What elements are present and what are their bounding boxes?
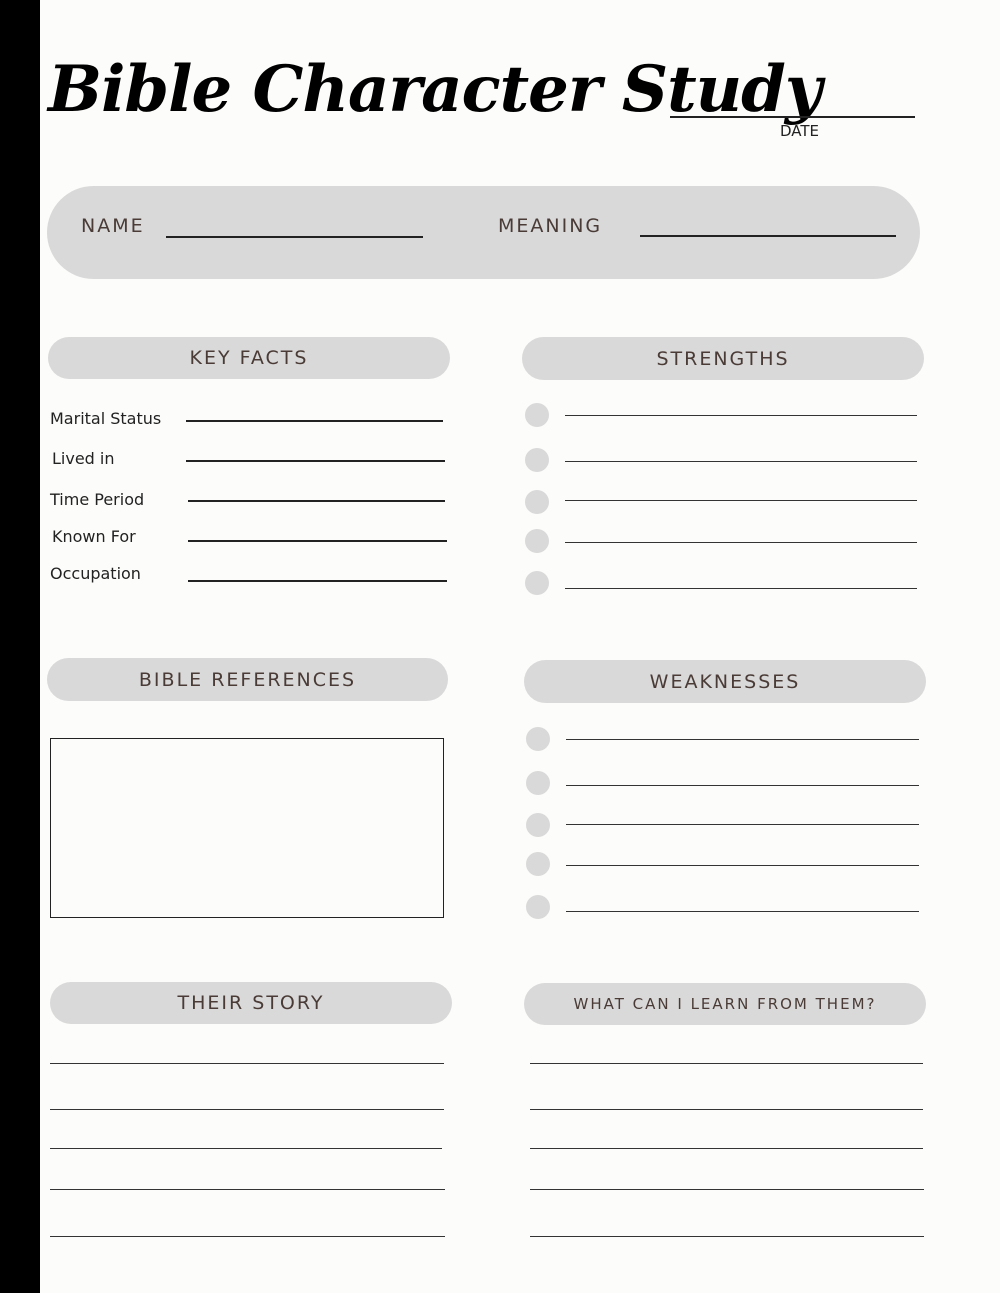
- strength-field[interactable]: [565, 542, 917, 543]
- bullet-icon: [525, 448, 549, 472]
- learn-line[interactable]: [530, 1236, 924, 1237]
- strength-field[interactable]: [565, 588, 917, 589]
- learn-heading: WHAT CAN I LEARN FROM THEM?: [524, 983, 926, 1025]
- strengths-heading: STRENGTHS: [522, 337, 924, 380]
- bullet-icon: [526, 727, 550, 751]
- key-fact-label: Marital Status: [50, 409, 162, 428]
- key-fact-field[interactable]: [186, 460, 445, 462]
- weaknesses-heading: WEAKNESSES: [524, 660, 926, 703]
- identity-panel: [47, 186, 920, 279]
- key-fact-label: Known For: [52, 527, 136, 546]
- key-fact-label: Lived in: [52, 449, 115, 468]
- their-story-heading: THEIR STORY: [50, 982, 452, 1024]
- strength-field[interactable]: [565, 500, 917, 501]
- bible-references-heading: BIBLE REFERENCES: [47, 658, 448, 701]
- key-fact-field[interactable]: [186, 420, 443, 422]
- learn-line[interactable]: [530, 1189, 924, 1190]
- bullet-icon: [525, 571, 549, 595]
- meaning-label: MEANING: [498, 215, 603, 237]
- weakness-field[interactable]: [566, 824, 919, 825]
- strength-field[interactable]: [565, 461, 917, 462]
- learn-line[interactable]: [530, 1063, 923, 1064]
- date-label: DATE: [780, 122, 820, 140]
- bullet-icon: [526, 813, 550, 837]
- bullet-icon: [526, 771, 550, 795]
- page-title: Bible Character Study: [48, 52, 822, 127]
- bible-references-box[interactable]: [50, 738, 444, 918]
- learn-line[interactable]: [530, 1148, 923, 1149]
- weakness-field[interactable]: [566, 911, 919, 912]
- key-fact-field[interactable]: [188, 580, 447, 582]
- bullet-icon: [526, 895, 550, 919]
- weakness-field[interactable]: [566, 865, 919, 866]
- bullet-icon: [525, 490, 549, 514]
- strength-field[interactable]: [565, 415, 917, 416]
- story-line[interactable]: [50, 1109, 444, 1110]
- side-bar: [0, 0, 40, 1293]
- story-line[interactable]: [50, 1236, 445, 1237]
- story-line[interactable]: [50, 1063, 444, 1064]
- story-line[interactable]: [50, 1189, 445, 1190]
- bullet-icon: [525, 403, 549, 427]
- key-fact-field[interactable]: [188, 540, 447, 542]
- learn-line[interactable]: [530, 1109, 923, 1110]
- bullet-icon: [526, 852, 550, 876]
- key-fact-label: Time Period: [50, 490, 145, 509]
- key-fact-label: Occupation: [50, 564, 141, 583]
- key-fact-field[interactable]: [188, 500, 445, 502]
- key-facts-heading: KEY FACTS: [48, 337, 450, 379]
- date-field[interactable]: [670, 116, 915, 118]
- bullet-icon: [525, 529, 549, 553]
- weakness-field[interactable]: [566, 785, 919, 786]
- weakness-field[interactable]: [566, 739, 919, 740]
- story-line[interactable]: [50, 1148, 442, 1149]
- name-label: NAME: [81, 215, 145, 237]
- meaning-field[interactable]: [640, 235, 896, 237]
- name-field[interactable]: [166, 236, 423, 238]
